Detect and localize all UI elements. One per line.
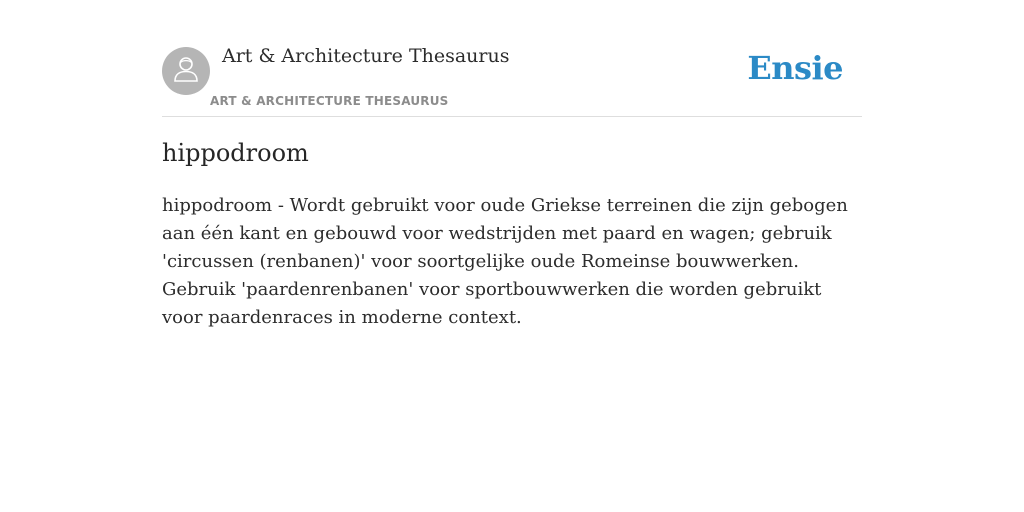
source-header xyxy=(162,44,862,117)
brand-logo[interactable]: Ensie xyxy=(747,49,843,87)
entry-definition: hippodroom - Wordt gebruikt voor oude Griekse terreinen die zijn gebogen aan één kant en gebouwd voor wedstrijden met paard en wagen; gebruik 'circussen (renbanen)' voor soortgelijke oude Romeinse bouwwerken. Gebruik 'paardenrenbanen' voor sportbouwwerken die worden gebruikt voor paardenraces in moderne context. xyxy=(162,195,848,328)
entry-term: hippodroom xyxy=(162,139,309,167)
source-title[interactable]: Art & Architecture Thesaurus xyxy=(222,45,510,67)
user-icon xyxy=(171,54,201,89)
avatar[interactable] xyxy=(162,47,210,95)
source-subtitle[interactable]: ART & ARCHITECTURE THESAURUS xyxy=(210,94,449,108)
